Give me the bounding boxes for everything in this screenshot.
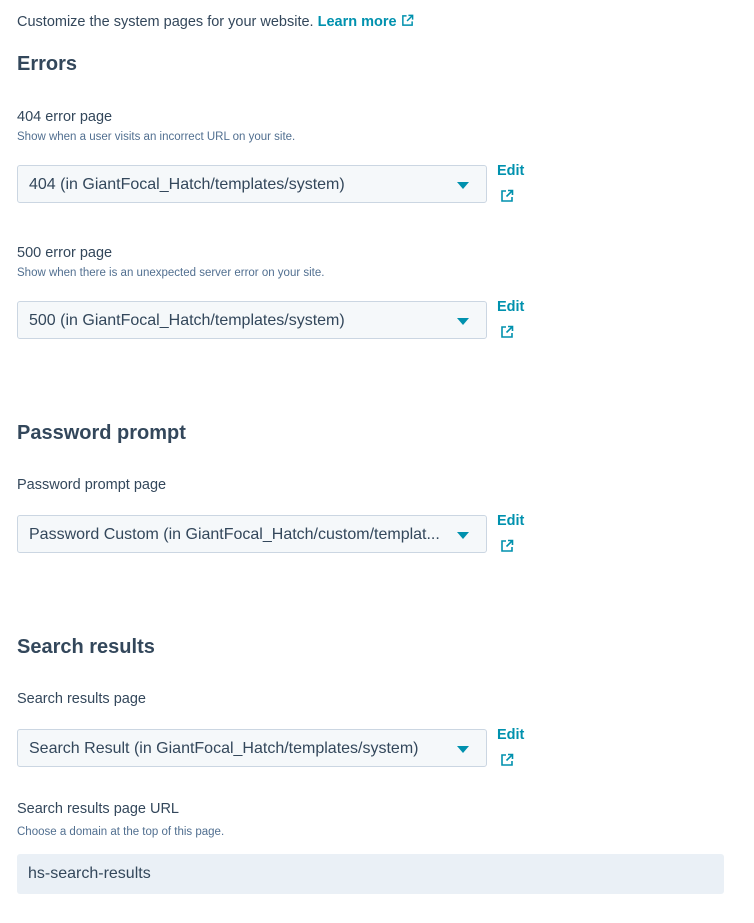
- 404-page-help: Show when a user visits an incorrect URL on your site.: [17, 131, 296, 143]
- 404-page-select[interactable]: [17, 165, 487, 203]
- 500-page-select[interactable]: [17, 301, 487, 339]
- password-page-selected-value: Password Custom (in GiantFocal_Hatch/custom/templat...: [29, 526, 440, 543]
- search-page-label: Search results page: [17, 691, 146, 707]
- external-link-icon[interactable]: [500, 189, 514, 203]
- 500-page-selected-value: 500 (in GiantFocal_Hatch/templates/system): [29, 312, 345, 329]
- password-section-title: Password prompt: [17, 422, 186, 444]
- 404-page-label: 404 error page: [17, 109, 113, 125]
- caret-down-icon: [457, 318, 469, 325]
- 500-page-help: Show when there is an unexpected server error on your site.: [17, 267, 325, 279]
- learn-more-link[interactable]: [318, 14, 414, 30]
- learn-more-label: Learn more: [317, 14, 397, 30]
- external-link-icon[interactable]: [500, 753, 514, 767]
- caret-down-icon: [457, 532, 469, 539]
- search-url-label: Search results page URL: [17, 801, 179, 817]
- password-page-label: Password prompt page: [17, 477, 167, 493]
- intro-text: [17, 14, 414, 30]
- password-page-select[interactable]: [17, 515, 487, 553]
- search-section-title: Search results: [17, 636, 155, 658]
- search-page-select[interactable]: [17, 729, 487, 767]
- search-page-selected-value: Search Result (in GiantFocal_Hatch/templates/system): [29, 740, 419, 757]
- caret-down-icon: [457, 182, 469, 189]
- intro-description: Customize the system pages for your website.: [17, 14, 314, 30]
- password-edit-link[interactable]: Edit: [497, 513, 525, 529]
- 404-page-selected-value: 404 (in GiantFocal_Hatch/templates/system): [29, 176, 345, 193]
- errors-section-title: Errors: [17, 53, 78, 75]
- search-url-input[interactable]: [17, 854, 724, 894]
- external-link-icon: [401, 14, 414, 27]
- caret-down-icon: [457, 746, 469, 753]
- external-link-icon[interactable]: [500, 325, 514, 339]
- 500-page-label: 500 error page: [17, 245, 113, 261]
- search-edit-link[interactable]: Edit: [497, 727, 525, 743]
- search-url-help: Choose a domain at the top of this page.: [17, 826, 225, 838]
- 404-edit-link[interactable]: Edit: [497, 163, 525, 179]
- 500-edit-link[interactable]: Edit: [497, 299, 525, 315]
- external-link-icon[interactable]: [500, 539, 514, 553]
